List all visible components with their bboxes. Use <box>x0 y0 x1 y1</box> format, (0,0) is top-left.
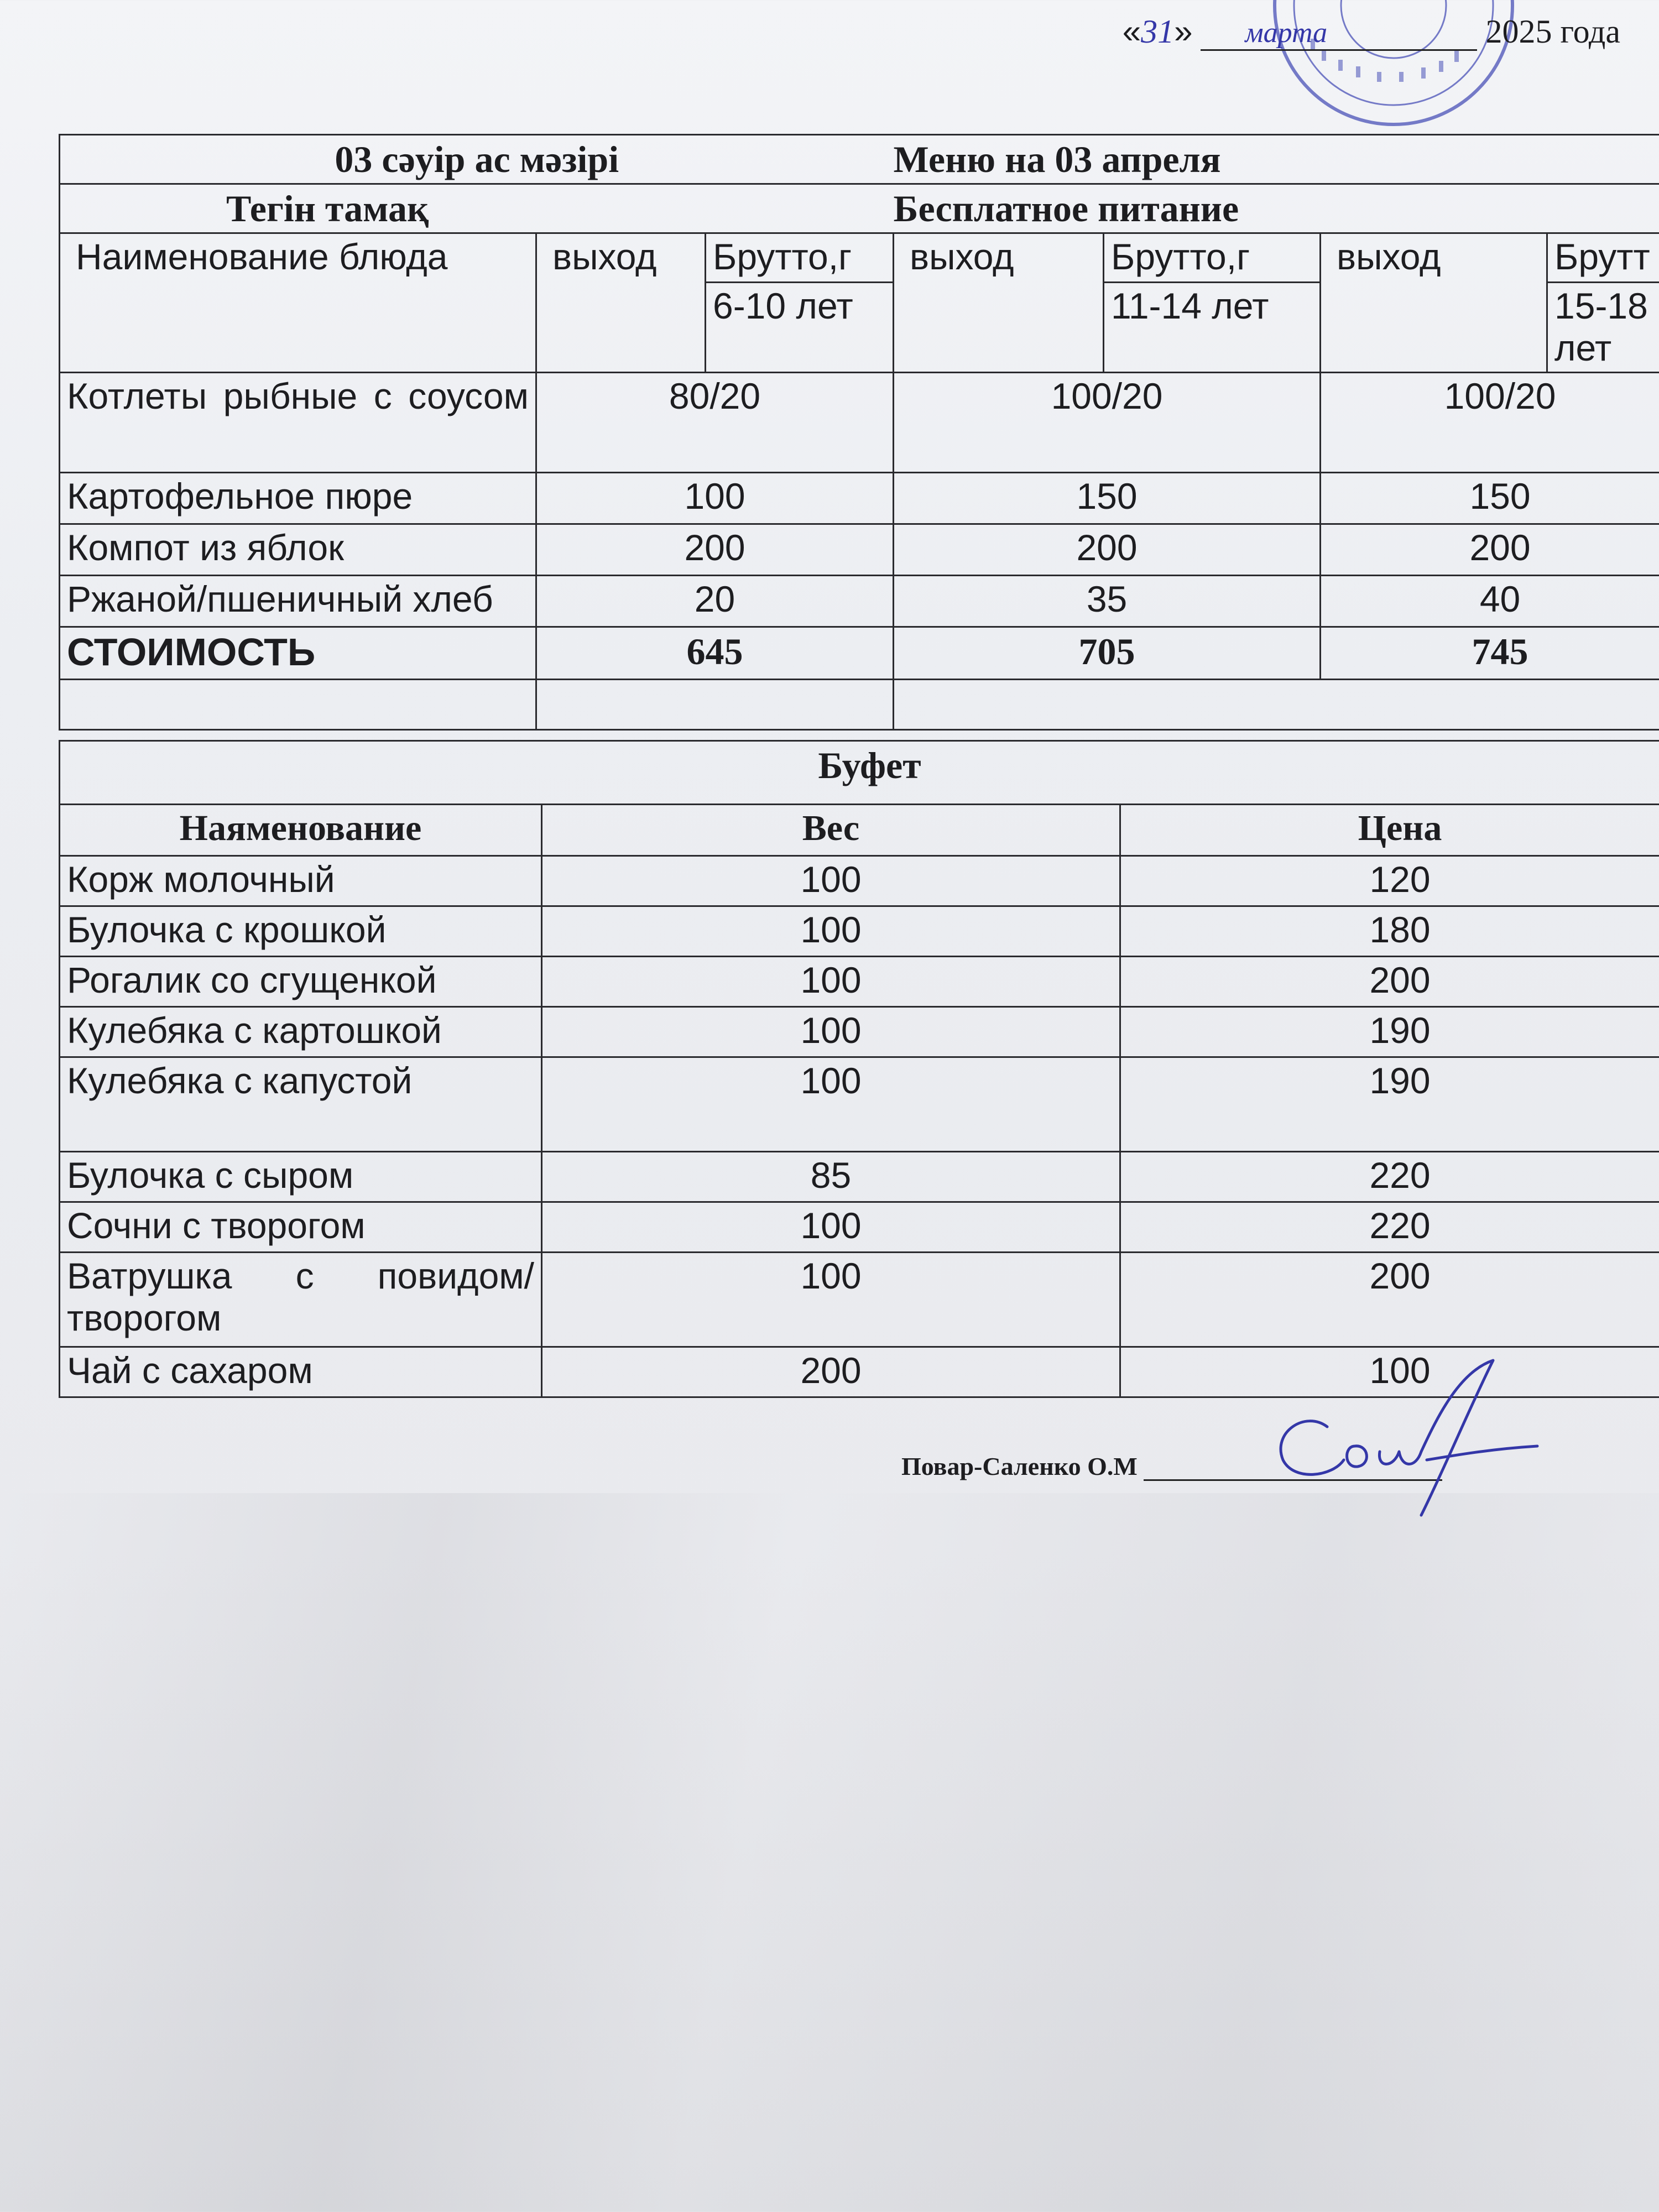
menu-row <box>60 473 1659 524</box>
empty-cell <box>894 680 1659 730</box>
menu-title-kz: 03 сәуір ас мәзірі <box>60 135 894 184</box>
dish-name: Картофельное пюре <box>60 473 536 524</box>
handwritten-signature <box>1261 1349 1548 1537</box>
date-quote-close: » <box>1174 13 1193 50</box>
yield-6-10: 20 <box>536 576 894 627</box>
yield-11-14: 35 <box>894 576 1321 627</box>
header-dish-name: Наименование блюда <box>60 233 536 373</box>
buffet-row <box>60 1152 1659 1202</box>
yield-11-14: 100/20 <box>894 373 1321 473</box>
buffet-item-name: Сочни с творогом <box>60 1202 542 1253</box>
approval-date-month: марта <box>1245 17 1328 49</box>
menu-row <box>60 576 1659 627</box>
buffet-item-name: Ватрушка с повидом/творогом <box>60 1253 542 1347</box>
buffet-item-name: Корж молочный <box>60 856 542 906</box>
buffet-table <box>59 740 1659 1398</box>
approval-year: 2025 года <box>1485 13 1620 50</box>
empty-cell <box>60 680 536 730</box>
free-meal-menu-table <box>59 134 1659 731</box>
menu-subtitle-row <box>60 184 1659 233</box>
empty-cell <box>536 680 894 730</box>
buffet-item-name: Кулебяка с капустой <box>60 1057 542 1152</box>
buffet-item-weight: 100 <box>542 957 1120 1007</box>
yield-11-14: 200 <box>894 524 1321 576</box>
buffet-item-weight: 100 <box>542 1057 1120 1152</box>
buffet-row <box>60 1007 1659 1057</box>
menu-row <box>60 524 1659 576</box>
buffet-header-weight: Вес <box>542 805 1120 856</box>
buffet-row <box>60 856 1659 906</box>
approval-block <box>1123 12 1620 51</box>
buffet-item-name: Булочка с сыром <box>60 1152 542 1202</box>
menu-cost-row <box>60 627 1659 680</box>
buffet-item-weight: 100 <box>542 1202 1120 1253</box>
paper-shadow <box>0 1493 1659 2212</box>
buffet-item-price: 200 <box>1120 957 1659 1007</box>
yield-6-10: 80/20 <box>536 373 894 473</box>
header-yield-1: выход <box>536 233 706 373</box>
buffet-item-name: Чай с сахаром <box>60 1347 542 1397</box>
menu-subtitle-kz: Тегін тамақ <box>60 184 894 233</box>
menu-subtitle-ru: Бесплатное питание <box>894 184 1659 233</box>
buffet-item-weight: 200 <box>542 1347 1120 1397</box>
header-yield-2: выход <box>894 233 1104 373</box>
cook-name-label: Повар-Саленко О.М <box>901 1452 1138 1480</box>
buffet-header-name: Наяменование <box>60 805 542 856</box>
header-age-6-10: 6-10 лет <box>706 283 894 373</box>
buffet-item-price: 190 <box>1120 1007 1659 1057</box>
buffet-item-price: 220 <box>1120 1152 1659 1202</box>
buffet-header-price: Цена <box>1120 805 1659 856</box>
buffet-item-weight: 100 <box>542 906 1120 957</box>
yield-15-18: 150 <box>1321 473 1659 524</box>
menu-empty-row <box>60 680 1659 730</box>
cost-11-14: 705 <box>894 627 1321 680</box>
buffet-row <box>60 1253 1659 1347</box>
yield-6-10: 200 <box>536 524 894 576</box>
buffet-item-weight: 100 <box>542 856 1120 906</box>
date-quote-open: « <box>1122 13 1141 50</box>
dish-name: Ржаной/пшеничный хлеб <box>60 576 536 627</box>
buffet-item-weight: 85 <box>542 1152 1120 1202</box>
buffet-item-price: 190 <box>1120 1057 1659 1152</box>
buffet-item-name: Булочка с крошкой <box>60 906 542 957</box>
yield-15-18: 200 <box>1321 524 1659 576</box>
yield-11-14: 150 <box>894 473 1321 524</box>
menu-header-row <box>60 233 1659 283</box>
yield-6-10: 100 <box>536 473 894 524</box>
menu-title-row <box>60 135 1659 184</box>
header-yield-3: выход <box>1321 233 1547 373</box>
buffet-row <box>60 1057 1659 1152</box>
buffet-row <box>60 906 1659 957</box>
approval-date-day: 31 <box>1141 13 1175 50</box>
buffet-row <box>60 957 1659 1007</box>
buffet-title-row <box>60 741 1659 805</box>
dish-name: Компот из яблок <box>60 524 536 576</box>
yield-15-18: 100/20 <box>1321 373 1659 473</box>
cost-6-10: 645 <box>536 627 894 680</box>
cost-15-18: 745 <box>1321 627 1659 680</box>
approval-month-line <box>1201 17 1477 51</box>
buffet-item-weight: 100 <box>542 1007 1120 1057</box>
buffet-item-price: 220 <box>1120 1202 1659 1253</box>
buffet-header-row <box>60 805 1659 856</box>
menu-title-ru: Меню на 03 апреля <box>894 135 1659 184</box>
buffet-item-weight: 100 <box>542 1253 1120 1347</box>
buffet-item-name: Рогалик со сгущенкой <box>60 957 542 1007</box>
buffet-item-price: 200 <box>1120 1253 1659 1347</box>
header-gross-3: Брутт <box>1547 233 1659 283</box>
cost-label: СТОИМОСТЬ <box>60 627 536 680</box>
header-gross-1: Брутто,г <box>706 233 894 283</box>
yield-15-18: 40 <box>1321 576 1659 627</box>
buffet-item-price: 180 <box>1120 906 1659 957</box>
buffet-row <box>60 1202 1659 1253</box>
header-age-15-18: 15-18 лет <box>1547 283 1659 373</box>
header-age-11-14: 11-14 лет <box>1104 283 1321 373</box>
buffet-item-price: 100 <box>1120 1347 1659 1397</box>
menu-row <box>60 373 1659 473</box>
dish-name: Котлеты рыбные с соусом <box>60 373 536 473</box>
buffet-title: Буфет <box>60 741 1659 805</box>
header-gross-2: Брутто,г <box>1104 233 1321 283</box>
buffet-item-name: Кулебяка с картошкой <box>60 1007 542 1057</box>
buffet-item-price: 120 <box>1120 856 1659 906</box>
